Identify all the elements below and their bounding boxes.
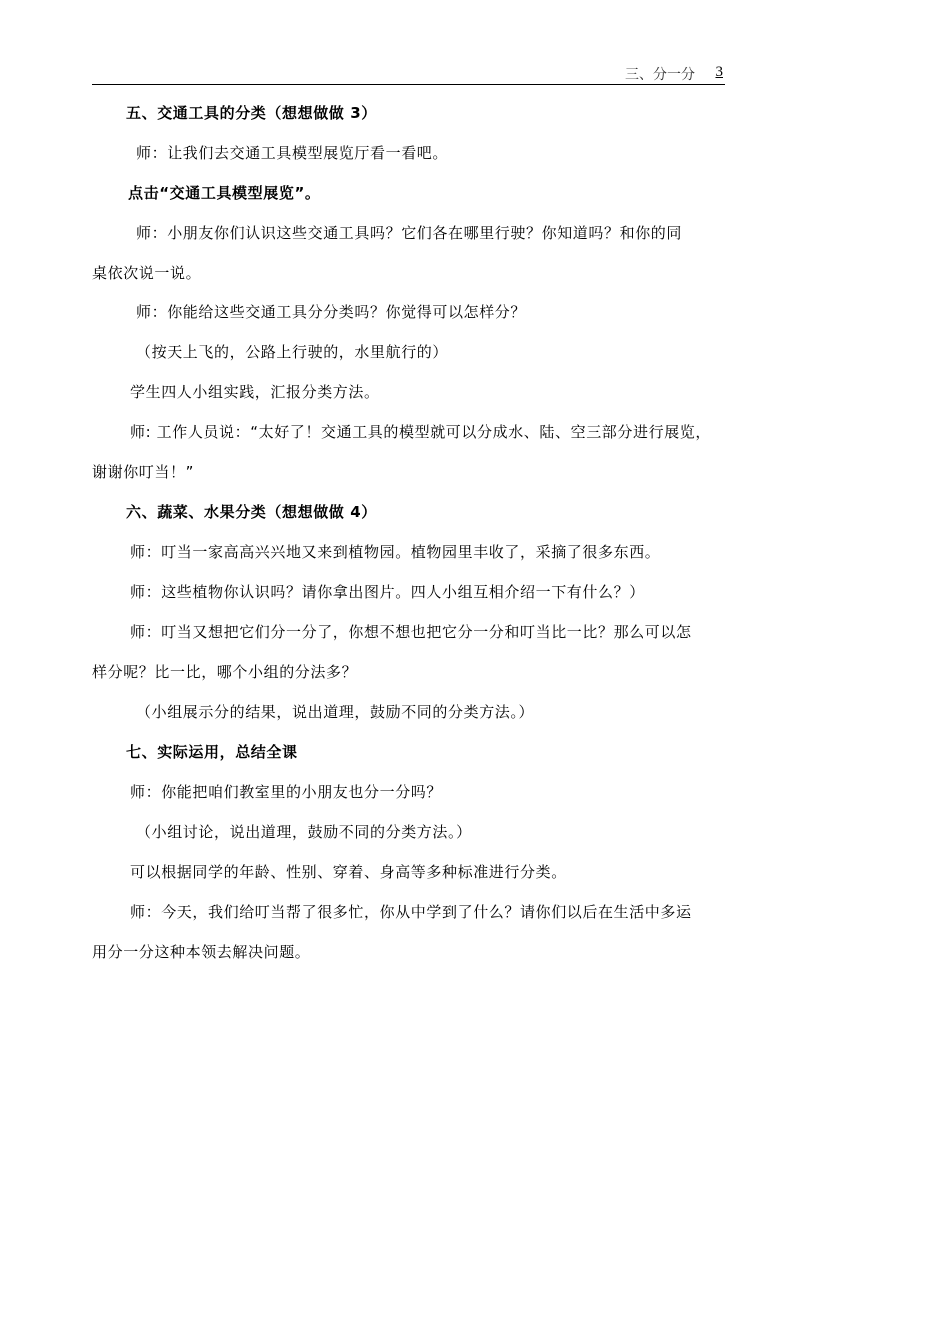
paragraph-line: 师: 工作人员说：“太好了！交通工具的模型就可以分成水、陆、空三部分进行展览， [130,423,711,441]
paragraph-line: （小组讨论，说出道理，鼓励不同的分类方法。） [136,823,472,841]
paragraph-line: （小组展示分的结果，说出道理，鼓励不同的分类方法。） [136,703,535,721]
paragraph-line: 师：小朋友你们认识这些交通工具吗？它们各在哪里行驶？你知道吗？和你的同 [136,224,683,242]
paragraph-line: 师：你能给这些交通工具分分类吗？你觉得可以怎样分？ [136,303,527,321]
paragraph-line: 师：让我们去交通工具模型展览厅看一看吧。 [136,144,449,162]
section-heading-7: 七、实际运用，总结全课 [126,743,298,761]
section-heading-5: 五、交通工具的分类（想想做做 3） [126,104,377,122]
paragraph-line: 师：你能把咱们教室里的小朋友也分一分吗？ [130,783,443,801]
paragraph-line: 桌依次说一说。 [92,264,202,282]
page-header [92,62,725,85]
paragraph-line: 谢谢你叮当！” [92,463,194,481]
header-chapter-title: 三、分一分 [625,67,695,83]
paragraph-line: 样分呢？比一比，哪个小组的分法多？ [92,663,358,681]
paragraph-line: 点击“交通工具模型展览”。 [128,184,321,202]
section-heading-6: 六、蔬菜、水果分类（想想做做 4） [126,503,377,521]
paragraph-line: 师：今天，我们给叮当帮了很多忙，你从中学到了什么？请你们以后在生活中多运 [130,903,692,921]
paragraph-line: 师：叮当一家高高兴兴地又来到植物园。植物园里丰收了，采摘了很多东西。 [130,543,661,561]
paragraph-line: 可以根据同学的年龄、性别、穿着、身高等多种标准进行分类。 [130,863,567,881]
paragraph-line: 用分一分这种本领去解决问题。 [92,943,311,961]
paragraph-line: （按天上飞的，公路上行驶的，水里航行的） [136,343,449,361]
paragraph-line: 师：叮当又想把它们分一分了，你想不想也把它分一分和叮当比一比？那么可以怎 [130,623,692,641]
paragraph-line: 师：这些植物你认识吗？请你拿出图片。四人小组互相介绍一下有什么？） [130,583,645,601]
page-number: 3 [715,64,723,80]
paragraph-line: 学生四人小组实践，汇报分类方法。 [130,383,380,401]
